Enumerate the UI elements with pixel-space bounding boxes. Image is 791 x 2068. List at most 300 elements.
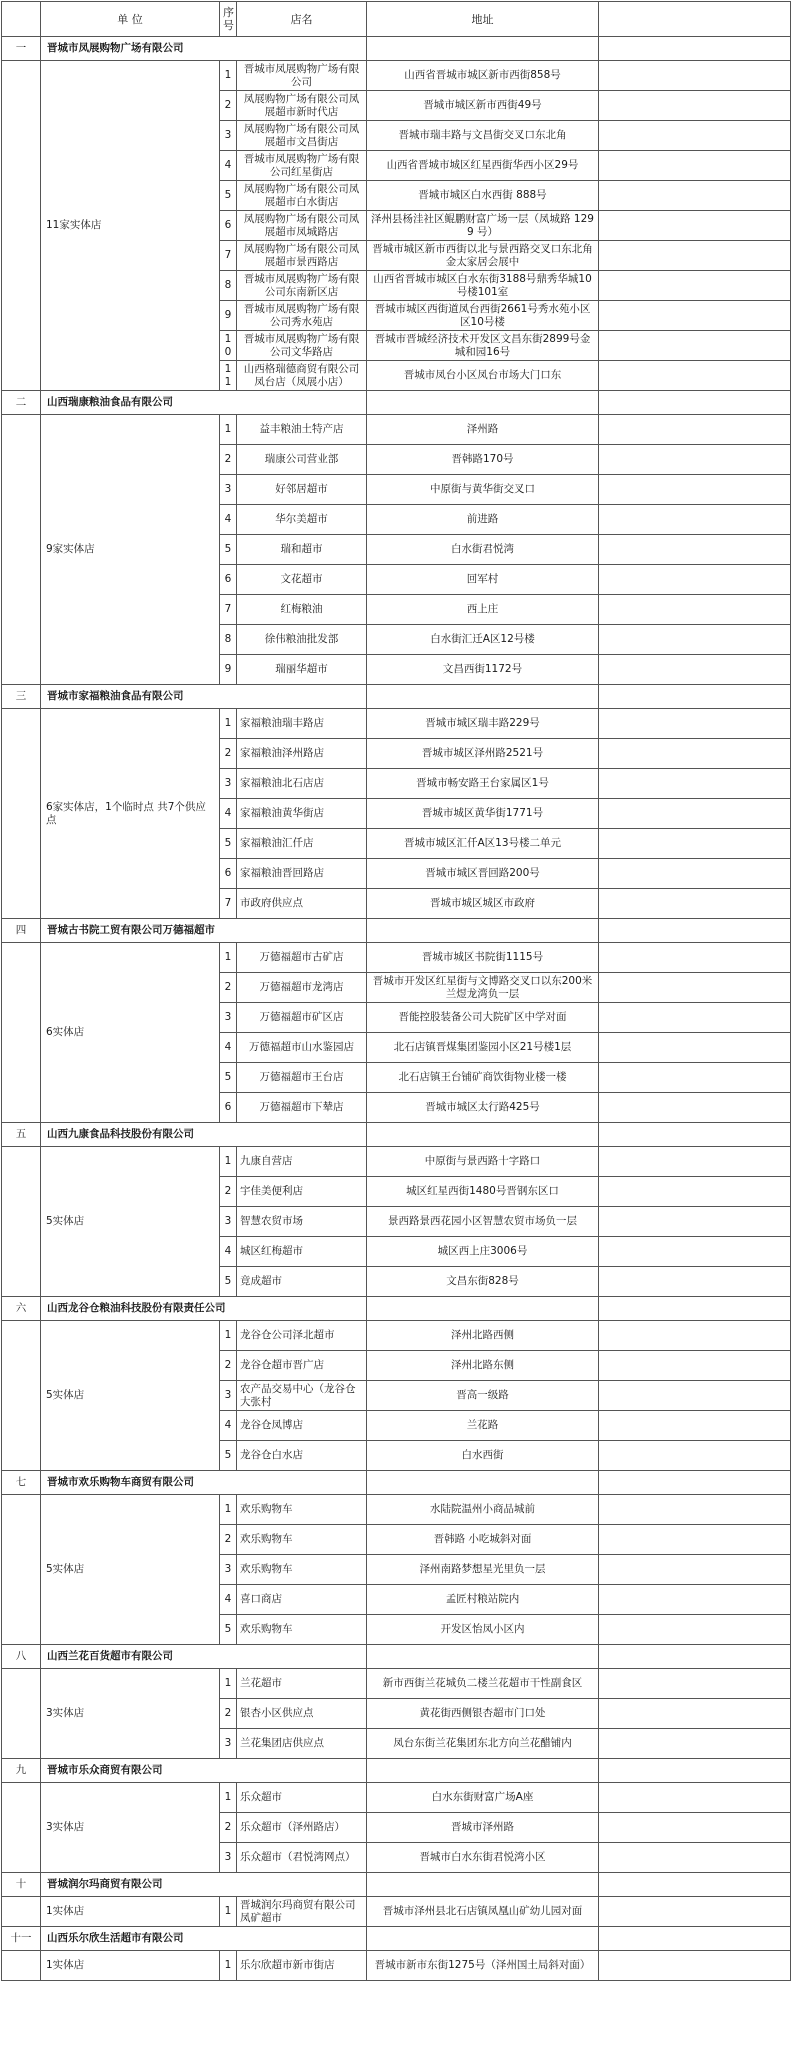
store-name: 龙谷仓超市晋广店 xyxy=(237,1351,367,1381)
store-address: 晋城市晋城经济技术开发区文昌东街2899号金城和园16号 xyxy=(367,331,599,361)
store-address: 泽州北路西侧 xyxy=(367,1321,599,1351)
store-address: 晋城市城区西街道凤台西街2661号秀水苑小区区10号楼 xyxy=(367,301,599,331)
store-name: 喜口商店 xyxy=(237,1585,367,1615)
row-index: 5 xyxy=(220,1063,237,1093)
store-address: 泽州路 xyxy=(367,415,599,445)
store-address: 中原街与黄华街交叉口 xyxy=(367,475,599,505)
row-number-blank xyxy=(2,943,41,1123)
row-index: 1 xyxy=(220,1669,237,1699)
row-extra-blank xyxy=(599,859,791,889)
row-number-blank xyxy=(2,1669,41,1759)
store-address: 山西省晋城市城区新市西街858号 xyxy=(367,61,599,91)
store-name: 竟成超市 xyxy=(237,1267,367,1297)
row-extra-blank xyxy=(599,331,791,361)
store-address: 白水街汇迁A区12号楼 xyxy=(367,625,599,655)
row-index: 1 xyxy=(220,1495,237,1525)
store-name: 龙谷仓公司泽北超市 xyxy=(237,1321,367,1351)
row-number-blank xyxy=(2,1951,41,1981)
section-address-blank xyxy=(367,1297,599,1321)
section-row xyxy=(2,919,791,943)
row-index: 6 xyxy=(220,211,237,241)
store-list-document xyxy=(0,1,791,2068)
company-name: 山西龙谷仓粮油科技股份有限责任公司 xyxy=(41,1297,367,1321)
section-row xyxy=(2,1645,791,1669)
unit-store-count: 11家实体店 xyxy=(41,61,220,391)
company-name: 晋城市凤展购物广场有限公司 xyxy=(41,37,367,61)
row-index: 4 xyxy=(220,505,237,535)
store-name: 欢乐购物车 xyxy=(237,1615,367,1645)
company-name: 山西九康食品科技股份有限公司 xyxy=(41,1123,367,1147)
row-index: 1 xyxy=(220,415,237,445)
company-name: 晋城市欢乐购物车商贸有限公司 xyxy=(41,1471,367,1495)
store-name: 万德福超市古矿店 xyxy=(237,943,367,973)
row-index: 3 xyxy=(220,769,237,799)
store-table xyxy=(1,1,791,1981)
row-number-blank xyxy=(2,1495,41,1645)
store-name: 瑞康公司营业部 xyxy=(237,445,367,475)
row-index: 6 xyxy=(220,565,237,595)
row-index: 3 xyxy=(220,1207,237,1237)
row-extra-blank xyxy=(599,271,791,301)
store-address: 孟匠村粮站院内 xyxy=(367,1585,599,1615)
section-number: 八 xyxy=(2,1645,41,1669)
row-extra-blank xyxy=(599,1321,791,1351)
store-address: 晋能控股装备公司大院矿区中学对面 xyxy=(367,1003,599,1033)
row-extra-blank xyxy=(599,91,791,121)
store-address: 晋城市泽州县北石店镇凤凰山矿幼儿园对面 xyxy=(367,1897,599,1927)
row-index: 5 xyxy=(220,181,237,211)
unit-store-count: 5实体店 xyxy=(41,1495,220,1645)
store-name: 家福粮油泽州路店 xyxy=(237,739,367,769)
store-address: 北石店镇晋煤集团鉴园小区21号楼1层 xyxy=(367,1033,599,1063)
table-row xyxy=(2,943,791,973)
store-address: 水陆院温州小商品城前 xyxy=(367,1495,599,1525)
section-number: 十 xyxy=(2,1873,41,1897)
section-row xyxy=(2,391,791,415)
store-name: 万德福超市龙湾店 xyxy=(237,973,367,1003)
row-index: 1 xyxy=(220,1897,237,1927)
table-row xyxy=(2,1669,791,1699)
section-extra-blank xyxy=(599,919,791,943)
row-index: 2 xyxy=(220,1177,237,1207)
store-name: 家福粮油北石店店 xyxy=(237,769,367,799)
row-extra-blank xyxy=(599,535,791,565)
section-number: 四 xyxy=(2,919,41,943)
store-address: 城区红星西街1480号晋钢东区口 xyxy=(367,1177,599,1207)
header-extra xyxy=(599,2,791,37)
unit-store-count: 3实体店 xyxy=(41,1783,220,1873)
row-index: 5 xyxy=(220,535,237,565)
row-number-blank xyxy=(2,709,41,919)
section-extra-blank xyxy=(599,1873,791,1897)
row-index: 7 xyxy=(220,595,237,625)
row-number-blank xyxy=(2,1147,41,1297)
row-extra-blank xyxy=(599,301,791,331)
store-name: 兰花超市 xyxy=(237,1669,367,1699)
store-name: 欢乐购物车 xyxy=(237,1495,367,1525)
store-address: 晋高一级路 xyxy=(367,1381,599,1411)
store-address: 晋城市开发区红星街与文博路交叉口以东200米兰煜龙湾负一层 xyxy=(367,973,599,1003)
row-index: 4 xyxy=(220,1411,237,1441)
row-extra-blank xyxy=(599,1033,791,1063)
row-index: 6 xyxy=(220,1093,237,1123)
row-extra-blank xyxy=(599,1843,791,1873)
store-name: 欢乐购物车 xyxy=(237,1555,367,1585)
section-number: 五 xyxy=(2,1123,41,1147)
section-row xyxy=(2,1759,791,1783)
store-address: 城区西上庄3006号 xyxy=(367,1237,599,1267)
row-index: 3 xyxy=(220,1729,237,1759)
row-index: 9 xyxy=(220,655,237,685)
company-name: 山西瑞康粮油食品有限公司 xyxy=(41,391,367,415)
row-index: 3 xyxy=(220,1843,237,1873)
section-row xyxy=(2,1873,791,1897)
row-extra-blank xyxy=(599,1093,791,1123)
store-name: 益丰粮油土特产店 xyxy=(237,415,367,445)
row-extra-blank xyxy=(599,241,791,271)
store-name: 宇佳美便利店 xyxy=(237,1177,367,1207)
section-address-blank xyxy=(367,1123,599,1147)
row-index: 7 xyxy=(220,241,237,271)
unit-store-count: 5实体店 xyxy=(41,1147,220,1297)
section-number: 一 xyxy=(2,37,41,61)
row-index: 1 xyxy=(220,1951,237,1981)
company-name: 晋城市乐众商贸有限公司 xyxy=(41,1759,367,1783)
row-extra-blank xyxy=(599,943,791,973)
store-address: 晋韩路 小吃城斜对面 xyxy=(367,1525,599,1555)
store-name: 晋城市凤展购物广场有限公司东南新区店 xyxy=(237,271,367,301)
store-name: 万德福超市下辇店 xyxy=(237,1093,367,1123)
store-name: 龙谷仓凤博店 xyxy=(237,1411,367,1441)
header-address: 地址 xyxy=(367,2,599,37)
row-extra-blank xyxy=(599,1267,791,1297)
row-index: 11 xyxy=(220,361,237,391)
row-extra-blank xyxy=(599,1351,791,1381)
store-name: 市政府供应点 xyxy=(237,889,367,919)
section-number: 三 xyxy=(2,685,41,709)
store-address: 晋城市泽州路 xyxy=(367,1813,599,1843)
store-address: 新市西街兰花城负二楼兰花超市干性副食区 xyxy=(367,1669,599,1699)
row-index: 10 xyxy=(220,331,237,361)
table-row xyxy=(2,61,791,91)
row-extra-blank xyxy=(599,151,791,181)
row-extra-blank xyxy=(599,565,791,595)
row-number-blank xyxy=(2,1321,41,1471)
section-number: 九 xyxy=(2,1759,41,1783)
row-extra-blank xyxy=(599,889,791,919)
store-name: 家福粮油汇仟店 xyxy=(237,829,367,859)
store-address: 晋城市城区瑞丰路229号 xyxy=(367,709,599,739)
row-extra-blank xyxy=(599,1495,791,1525)
row-extra-blank xyxy=(599,1813,791,1843)
row-index: 5 xyxy=(220,1441,237,1471)
section-extra-blank xyxy=(599,685,791,709)
store-name: 凤展购物广场有限公司凤展超市文昌街店 xyxy=(237,121,367,151)
section-number: 七 xyxy=(2,1471,41,1495)
unit-store-count: 6实体店 xyxy=(41,943,220,1123)
row-index: 2 xyxy=(220,739,237,769)
store-address: 北石店镇王台铺矿商饮街物业楼一楼 xyxy=(367,1063,599,1093)
store-address: 晋城市城区城区市政府 xyxy=(367,889,599,919)
row-index: 2 xyxy=(220,1351,237,1381)
company-name: 晋城市家福粮油食品有限公司 xyxy=(41,685,367,709)
header-store: 店名 xyxy=(237,2,367,37)
row-index: 4 xyxy=(220,799,237,829)
row-extra-blank xyxy=(599,709,791,739)
row-index: 1 xyxy=(220,709,237,739)
store-name: 乐众超市（泽州路店） xyxy=(237,1813,367,1843)
row-extra-blank xyxy=(599,1147,791,1177)
store-name: 家福粮油瑞丰路店 xyxy=(237,709,367,739)
row-index: 5 xyxy=(220,1615,237,1645)
row-extra-blank xyxy=(599,625,791,655)
section-extra-blank xyxy=(599,1297,791,1321)
store-address: 白水东街财富广场A座 xyxy=(367,1783,599,1813)
store-address: 泽州南路梦想星光里负一层 xyxy=(367,1555,599,1585)
store-name: 徐伟粮油批发部 xyxy=(237,625,367,655)
store-name: 家福粮油晋回路店 xyxy=(237,859,367,889)
section-number: 六 xyxy=(2,1297,41,1321)
row-index: 3 xyxy=(220,1555,237,1585)
store-name: 家福粮油黄华街店 xyxy=(237,799,367,829)
section-extra-blank xyxy=(599,1123,791,1147)
store-address: 晋城市城区太行路425号 xyxy=(367,1093,599,1123)
unit-store-count: 3实体店 xyxy=(41,1669,220,1759)
section-row xyxy=(2,685,791,709)
store-name: 凤展购物广场有限公司凤展超市凤城路店 xyxy=(237,211,367,241)
store-name: 智慧农贸市场 xyxy=(237,1207,367,1237)
row-extra-blank xyxy=(599,1063,791,1093)
unit-store-count: 6家实体店，1个临时点 共7个供应点 xyxy=(41,709,220,919)
row-extra-blank xyxy=(599,445,791,475)
row-index: 1 xyxy=(220,1321,237,1351)
table-body xyxy=(2,2,791,1981)
row-index: 1 xyxy=(220,1147,237,1177)
row-extra-blank xyxy=(599,1381,791,1411)
row-extra-blank xyxy=(599,799,791,829)
row-extra-blank xyxy=(599,769,791,799)
row-index: 4 xyxy=(220,1237,237,1267)
table-row xyxy=(2,1321,791,1351)
row-index: 5 xyxy=(220,829,237,859)
unit-store-count: 1实体店 xyxy=(41,1951,220,1981)
unit-store-count: 1实体店 xyxy=(41,1897,220,1927)
header-num xyxy=(2,2,41,37)
store-address: 晋城市城区书院街1115号 xyxy=(367,943,599,973)
store-address: 中原街与景西路十字路口 xyxy=(367,1147,599,1177)
section-extra-blank xyxy=(599,1645,791,1669)
store-name: 晋城市凤展购物广场有限公司红星街店 xyxy=(237,151,367,181)
section-extra-blank xyxy=(599,1759,791,1783)
store-name: 龙谷仓白水店 xyxy=(237,1441,367,1471)
store-address: 西上庄 xyxy=(367,595,599,625)
store-address: 山西省晋城市城区红星西街华西小区29号 xyxy=(367,151,599,181)
row-extra-blank xyxy=(599,1897,791,1927)
store-name: 乐众超市（君悦湾网点） xyxy=(237,1843,367,1873)
store-name: 银杏小区供应点 xyxy=(237,1699,367,1729)
store-address: 晋城市畅安路王台家属区1号 xyxy=(367,769,599,799)
table-row xyxy=(2,415,791,445)
table-row xyxy=(2,709,791,739)
section-row xyxy=(2,1927,791,1951)
store-address: 晋城市新市东街1275号（泽州国土局斜对面） xyxy=(367,1951,599,1981)
row-extra-blank xyxy=(599,1441,791,1471)
header-unit: 单 位 xyxy=(41,2,220,37)
row-index: 2 xyxy=(220,1525,237,1555)
store-name: 凤展购物广场有限公司凤展超市景西路店 xyxy=(237,241,367,271)
row-extra-blank xyxy=(599,595,791,625)
store-address: 山西省晋城市城区白水东街3188号鼎秀华城10号楼101室 xyxy=(367,271,599,301)
unit-store-count: 9家实体店 xyxy=(41,415,220,685)
row-index: 6 xyxy=(220,859,237,889)
row-index: 2 xyxy=(220,445,237,475)
row-extra-blank xyxy=(599,475,791,505)
store-address: 白水西街 xyxy=(367,1441,599,1471)
company-name: 晋城古书院工贸有限公司万德福超市 xyxy=(41,919,367,943)
section-number: 二 xyxy=(2,391,41,415)
row-extra-blank xyxy=(599,1729,791,1759)
row-extra-blank xyxy=(599,415,791,445)
store-address: 黄花街西侧银杏超市门口处 xyxy=(367,1699,599,1729)
store-address: 晋城市城区泽州路2521号 xyxy=(367,739,599,769)
store-name: 好邻居超市 xyxy=(237,475,367,505)
store-address: 景西路景西花园小区智慧农贸市场负一层 xyxy=(367,1207,599,1237)
row-index: 8 xyxy=(220,271,237,301)
row-index: 3 xyxy=(220,1003,237,1033)
store-name: 晋城市凤展购物广场有限公司文华路店 xyxy=(237,331,367,361)
row-number-blank xyxy=(2,61,41,391)
store-address: 晋城市城区黄华街1771号 xyxy=(367,799,599,829)
row-index: 8 xyxy=(220,625,237,655)
row-extra-blank xyxy=(599,121,791,151)
store-name: 农产品交易中心（龙谷仓大张村 xyxy=(237,1381,367,1411)
row-extra-blank xyxy=(599,1555,791,1585)
store-name: 万德福超市山水鉴园店 xyxy=(237,1033,367,1063)
row-index: 3 xyxy=(220,475,237,505)
row-number-blank xyxy=(2,415,41,685)
row-index: 1 xyxy=(220,943,237,973)
store-name: 晋城润尔玛商贸有限公司凤矿超市 xyxy=(237,1897,367,1927)
store-address: 晋城市瑞丰路与文昌街交叉口东北角 xyxy=(367,121,599,151)
row-extra-blank xyxy=(599,211,791,241)
row-extra-blank xyxy=(599,1615,791,1645)
store-address: 兰花路 xyxy=(367,1411,599,1441)
row-index: 2 xyxy=(220,973,237,1003)
store-address: 晋城市城区晋回路200号 xyxy=(367,859,599,889)
row-extra-blank xyxy=(599,739,791,769)
store-address: 回军村 xyxy=(367,565,599,595)
store-address: 开发区怡凤小区内 xyxy=(367,1615,599,1645)
row-index: 4 xyxy=(220,1033,237,1063)
row-extra-blank xyxy=(599,181,791,211)
section-address-blank xyxy=(367,1759,599,1783)
section-extra-blank xyxy=(599,37,791,61)
store-address: 晋城市城区新市西街以北与景西路交叉口东北角金太家居会展中 xyxy=(367,241,599,271)
store-address: 晋城市城区新市西街49号 xyxy=(367,91,599,121)
section-address-blank xyxy=(367,1873,599,1897)
section-extra-blank xyxy=(599,391,791,415)
row-extra-blank xyxy=(599,61,791,91)
store-name: 九康自营店 xyxy=(237,1147,367,1177)
store-address: 前进路 xyxy=(367,505,599,535)
section-extra-blank xyxy=(599,1471,791,1495)
row-extra-blank xyxy=(599,1177,791,1207)
store-name: 凤展购物广场有限公司凤展超市新时代店 xyxy=(237,91,367,121)
row-index: 9 xyxy=(220,301,237,331)
row-extra-blank xyxy=(599,829,791,859)
store-address: 泽州北路东侧 xyxy=(367,1351,599,1381)
row-extra-blank xyxy=(599,1951,791,1981)
section-row xyxy=(2,37,791,61)
row-extra-blank xyxy=(599,655,791,685)
section-number: 十一 xyxy=(2,1927,41,1951)
section-address-blank xyxy=(367,37,599,61)
store-name: 晋城市凤展购物广场有限公司秀水苑店 xyxy=(237,301,367,331)
table-row xyxy=(2,1951,791,1981)
store-address: 晋城市白水东街君悦湾小区 xyxy=(367,1843,599,1873)
section-row xyxy=(2,1123,791,1147)
row-extra-blank xyxy=(599,1525,791,1555)
section-extra-blank xyxy=(599,1927,791,1951)
section-row xyxy=(2,1471,791,1495)
section-address-blank xyxy=(367,391,599,415)
table-row xyxy=(2,1783,791,1813)
store-name: 文花超市 xyxy=(237,565,367,595)
table-row xyxy=(2,1147,791,1177)
row-index: 3 xyxy=(220,121,237,151)
row-index: 2 xyxy=(220,1699,237,1729)
store-name: 欢乐购物车 xyxy=(237,1525,367,1555)
store-name: 万德福超市矿区店 xyxy=(237,1003,367,1033)
row-index: 2 xyxy=(220,1813,237,1843)
store-name: 红梅粮油 xyxy=(237,595,367,625)
store-address: 白水街君悦湾 xyxy=(367,535,599,565)
section-row xyxy=(2,1297,791,1321)
row-index: 4 xyxy=(220,1585,237,1615)
row-extra-blank xyxy=(599,1411,791,1441)
store-address: 凤台东街兰花集团东北方向兰花醋铺内 xyxy=(367,1729,599,1759)
row-index: 5 xyxy=(220,1267,237,1297)
store-name: 兰花集团店供应点 xyxy=(237,1729,367,1759)
store-name: 万德福超市王台店 xyxy=(237,1063,367,1093)
row-extra-blank xyxy=(599,1585,791,1615)
company-name: 晋城润尔玛商贸有限公司 xyxy=(41,1873,367,1897)
table-row xyxy=(2,1897,791,1927)
store-address: 晋城市凤台小区凤台市场大门口东 xyxy=(367,361,599,391)
store-name: 瑞丽华超市 xyxy=(237,655,367,685)
store-name: 山西格瑞德商贸有限公司凤台店（凤展小店） xyxy=(237,361,367,391)
company-name: 山西乐尔欣生活超市有限公司 xyxy=(41,1927,367,1951)
row-extra-blank xyxy=(599,1207,791,1237)
section-address-blank xyxy=(367,919,599,943)
row-extra-blank xyxy=(599,1003,791,1033)
row-index: 3 xyxy=(220,1381,237,1411)
row-number-blank xyxy=(2,1783,41,1873)
store-name: 凤展购物广场有限公司凤展超市白水街店 xyxy=(237,181,367,211)
section-address-blank xyxy=(367,685,599,709)
section-address-blank xyxy=(367,1927,599,1951)
store-name: 乐众超市 xyxy=(237,1783,367,1813)
company-name: 山西兰花百货超市有限公司 xyxy=(41,1645,367,1669)
store-address: 晋城市城区汇仟A区13号楼二单元 xyxy=(367,829,599,859)
store-address: 文昌西街1172号 xyxy=(367,655,599,685)
row-index: 4 xyxy=(220,151,237,181)
header-index: 序号 xyxy=(220,2,237,37)
header-row xyxy=(2,2,791,37)
store-address: 文昌东街828号 xyxy=(367,1267,599,1297)
store-name: 瑞和超市 xyxy=(237,535,367,565)
row-extra-blank xyxy=(599,505,791,535)
